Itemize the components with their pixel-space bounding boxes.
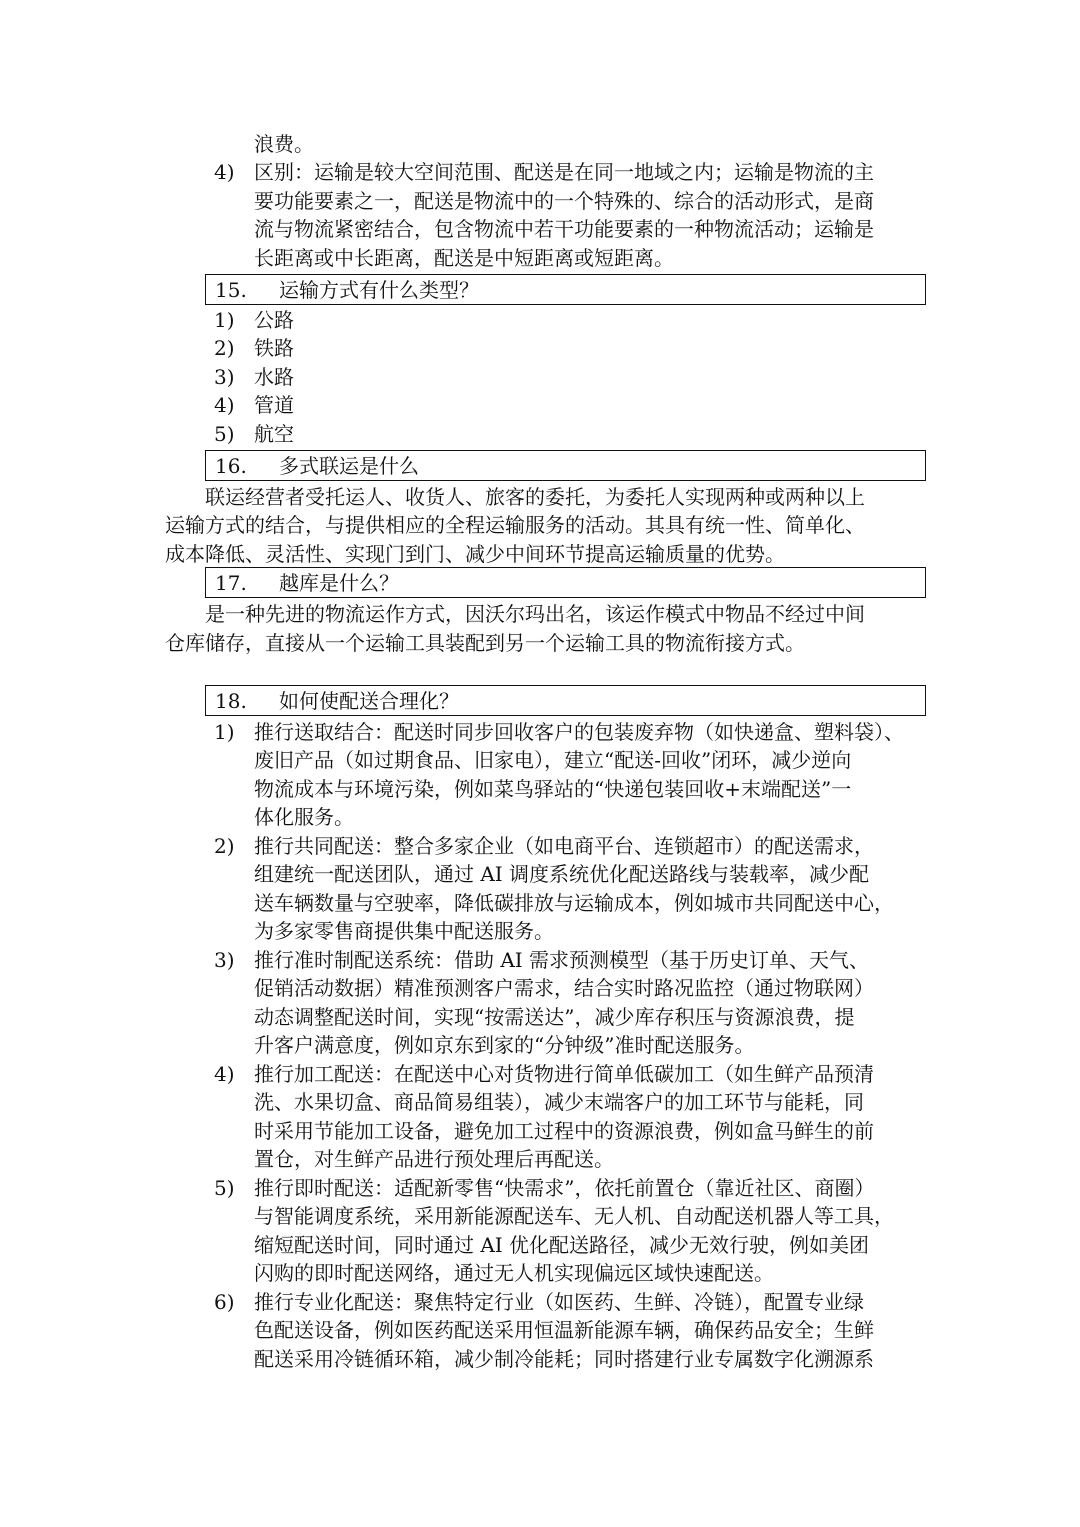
paragraph-line: 是一种先进的物流运作方式，因沃尔玛出名，该运作模式中物品不经过中间	[205, 602, 865, 626]
carry-over-line: 浪费。	[254, 132, 314, 156]
paragraph-line: 推行准时制配送系统：借助 AI 需求预测模型（基于历史订单、天气、	[254, 948, 870, 972]
paragraph-line: 送车辆数量与空驶率，降低碳排放与运输成本，例如城市共同配送中心，	[254, 891, 894, 915]
paragraph-line: 闪购的即时配送网络，通过无人机实现偏远区域快速配送。	[254, 1261, 774, 1285]
paragraph-line: 仓库储存，直接从一个运输工具装配到另一个运输工具的物流衔接方式。	[165, 631, 805, 655]
question-title: 多式联运是什么	[279, 454, 419, 478]
question-title: 运输方式有什么类型？	[279, 278, 479, 302]
paragraph-line: 为多家零售商提供集中配送服务。	[254, 919, 554, 943]
question-number: 18.	[215, 689, 247, 713]
question-box-15	[205, 274, 926, 305]
list-number: 3)	[214, 948, 235, 972]
list-number: 4)	[214, 393, 235, 417]
question-box-18	[205, 685, 926, 716]
question-title: 越库是什么？	[279, 571, 399, 595]
paragraph-line: 色配送设备，例如医药配送采用恒温新能源车辆，确保药品安全；生鲜	[254, 1318, 874, 1342]
paragraph-line: 时采用节能加工设备，避免加工过程中的资源浪费，例如盒马鲜生的前	[254, 1119, 874, 1143]
paragraph-line: 与智能调度系统，采用新能源配送车、无人机、自动配送机器人等工具，	[254, 1204, 894, 1228]
list-item: 航空	[254, 422, 294, 446]
paragraph-line: 推行即时配送：适配新零售“快需求”，依托前置仓（靠近社区、商圈）	[254, 1176, 875, 1200]
question-title: 如何使配送合理化？	[279, 689, 459, 713]
paragraph-line: 升客户满意度，例如京东到家的“分钟级”准时配送服务。	[254, 1033, 755, 1057]
list-number: 4)	[214, 1062, 235, 1086]
question-box-17	[205, 567, 926, 598]
question-number: 15.	[215, 278, 247, 302]
paragraph-line: 推行加工配送：在配送中心对货物进行简单低碳加工（如生鲜产品预清	[254, 1062, 874, 1086]
list-item: 管道	[254, 393, 294, 417]
paragraph-line: 推行专业化配送：聚焦特定行业（如医药、生鲜、冷链），配置专业绿	[254, 1290, 864, 1314]
list-number: 6)	[214, 1290, 235, 1314]
list-number: 5)	[214, 1176, 235, 1200]
paragraph-line: 体化服务。	[254, 805, 354, 829]
question-number: 17.	[215, 571, 247, 595]
paragraph-line: 组建统一配送团队，通过 AI 调度系统优化配送路线与装载率，减少配	[254, 862, 870, 886]
list-number: 4)	[214, 160, 235, 184]
paragraph-line: 缩短配送时间，同时通过 AI 优化配送路径，减少无效行驶，例如美团	[254, 1233, 870, 1257]
list-number: 1)	[214, 308, 235, 332]
question-box-16	[205, 450, 926, 481]
list-number: 2)	[214, 336, 235, 360]
paragraph-line: 流与物流紧密结合，包含物流中若干功能要素的一种物流活动；运输是	[254, 217, 874, 241]
paragraph-line: 长距离或中长距离，配送是中短距离或短距离。	[254, 246, 674, 270]
paragraph-line: 配送采用冷链循环箱，减少制冷能耗；同时搭建行业专属数字化溯源系	[254, 1347, 874, 1371]
paragraph-line: 推行共同配送：整合多家企业（如电商平台、连锁超市）的配送需求，	[254, 834, 874, 858]
list-number: 3)	[214, 365, 235, 389]
paragraph-line: 区别：运输是较大空间范围、配送是在同一地域之内；运输是物流的主	[254, 160, 874, 184]
paragraph-line: 联运经营者受托运人、收货人、旅客的委托，为委托人实现两种或两种以上	[205, 485, 865, 509]
paragraph-line: 动态调整配送时间，实现“按需送达”，减少库存积压与资源浪费，提	[254, 1005, 855, 1029]
list-item: 水路	[254, 365, 294, 389]
list-item: 公路	[254, 308, 294, 332]
paragraph-line: 促销活动数据）精准预测客户需求，结合实时路况监控（通过物联网）	[254, 976, 874, 1000]
paragraph-line: 置仓，对生鲜产品进行预处理后再配送。	[254, 1147, 614, 1171]
question-number: 16.	[215, 454, 247, 478]
list-number: 1)	[214, 720, 235, 744]
list-number: 2)	[214, 834, 235, 858]
paragraph-line: 运输方式的结合，与提供相应的全程运输服务的活动。其具有统一性、简单化、	[165, 513, 865, 537]
paragraph-line: 废旧产品（如过期食品、旧家电），建立“配送-回收”闭环，减少逆向	[254, 748, 852, 772]
paragraph-line: 成本降低、灵活性、实现门到门、减少中间环节提高运输质量的优势。	[165, 542, 785, 566]
paragraph-line: 洗、水果切盒、商品简易组装），减少末端客户的加工环节与能耗，同	[254, 1090, 864, 1114]
paragraph-line: 物流成本与环境污染，例如菜鸟驿站的“快递包装回收+末端配送”一	[254, 777, 852, 801]
paragraph-line: 要功能要素之一，配送是物流中的一个特殊的、综合的活动形式，是商	[254, 189, 874, 213]
paragraph-line: 推行送取结合：配送时同步回收客户的包装废弃物（如快递盒、塑料袋）、	[254, 720, 904, 744]
list-item: 铁路	[254, 336, 294, 360]
list-number: 5)	[214, 422, 235, 446]
